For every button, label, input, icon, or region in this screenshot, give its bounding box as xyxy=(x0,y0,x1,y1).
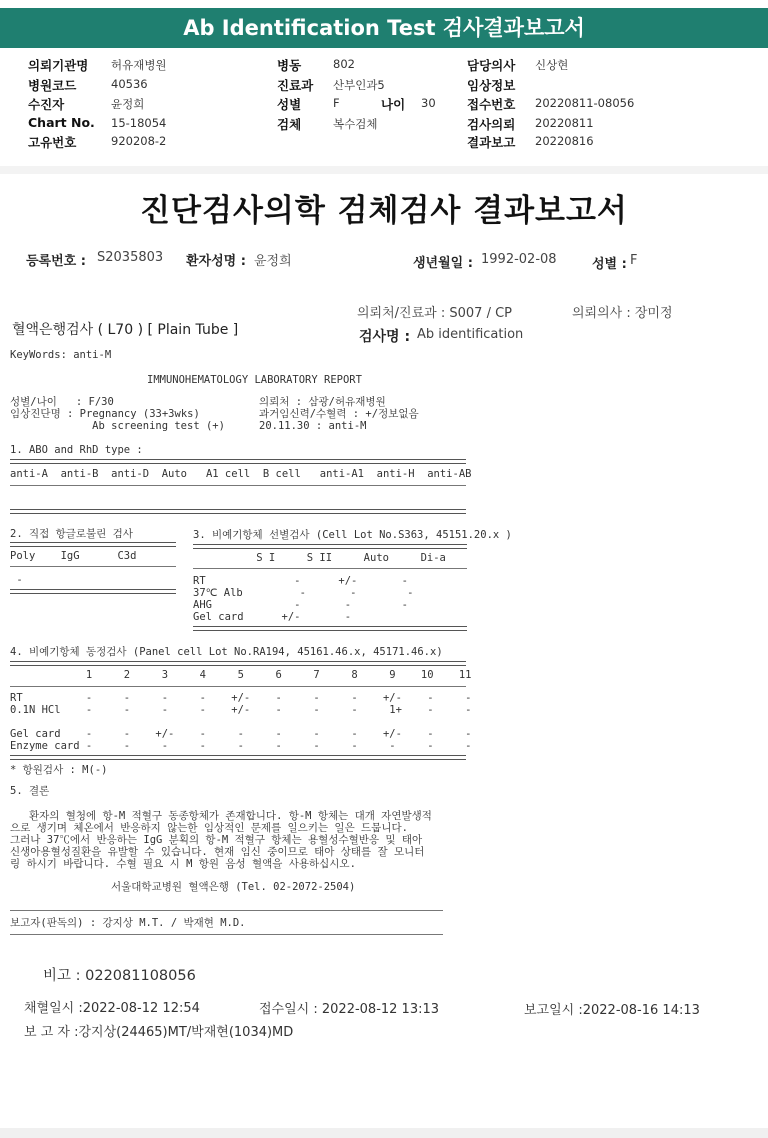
label-age: 나이 xyxy=(381,97,406,112)
conclusion-line-2: 으로 생기며 체온에서 반응하지 않는한 임상적인 문제를 일으키는 일은 드뭅니다. xyxy=(10,822,408,834)
label-test-request: 검사의뢰 xyxy=(467,117,516,132)
value-ward: 802 xyxy=(333,57,355,71)
abo-title: 1. ABO and RhD type : xyxy=(10,444,143,456)
rule xyxy=(10,566,176,567)
received-time: 접수일시 : 2022-08-12 13:13 xyxy=(259,1002,440,1017)
label-specimen: 검체 xyxy=(277,117,302,132)
value-receipt-no: 20220811-08056 xyxy=(535,96,635,110)
sex-age: 성별/나이 : F/30 xyxy=(10,396,114,408)
rule xyxy=(193,568,467,569)
label-test-name: 검사명 : xyxy=(359,329,411,345)
label-unique-no: 고유번호 xyxy=(28,135,77,150)
rule xyxy=(10,910,443,911)
value-result-report: 20220816 xyxy=(535,134,594,148)
rule xyxy=(193,544,467,549)
value-patient-name: 윤정희 xyxy=(254,254,292,269)
rule xyxy=(10,542,176,547)
keywords: KeyWords: anti-M xyxy=(10,349,112,361)
value-patient: 윤정희 xyxy=(111,97,145,111)
label-ward: 병동 xyxy=(277,58,302,73)
conclusion-line-4: 신생아용혈성질환을 유발할 수 있습니다. 현재 임신 중이므로 태아 상태를 잘 모니터 xyxy=(10,846,425,858)
label-clinical-info: 임상정보 xyxy=(467,78,516,93)
rule xyxy=(10,589,176,594)
conclusion-title: 5. 결론 xyxy=(10,785,50,797)
rule xyxy=(10,485,466,486)
value-institution: 허유재병원 xyxy=(111,58,167,72)
label-institution: 의뢰기관명 xyxy=(28,58,89,73)
footer-reporter: 보 고 자 :강지상(24465)MT/박재현(1034)MD xyxy=(24,1025,294,1040)
rule xyxy=(10,661,466,666)
value-hospital-code: 40536 xyxy=(111,77,148,91)
lab-reporter: 보고자(판독의) : 강지상 M.T. / 박재현 M.D. xyxy=(10,917,246,929)
dat-result: - xyxy=(10,574,23,586)
screening-title: 3. 비예기항체 선별검사 (Cell Lot No.S363, 45151.20.x ) xyxy=(193,529,512,541)
dat-title: 2. 직접 항글로불린 검사 xyxy=(10,528,133,540)
collected-time: 채혈일시 :2022-08-12 12:54 xyxy=(24,1001,200,1016)
abo-header: anti-A anti-B anti-D Auto A1 cell B cell anti-A1 anti-H anti-AB xyxy=(10,468,472,480)
value-physician: 신상현 xyxy=(535,58,569,72)
label-hospital-code: 병원코드 xyxy=(28,78,77,93)
remark: 비고 : 022081108056 xyxy=(43,968,196,984)
label-chart-no: Chart No. xyxy=(28,115,95,130)
label-physician: 담당의사 xyxy=(467,58,516,73)
antigen-test: * 항원검사 : M(-) xyxy=(10,764,108,776)
label-receipt-no: 접수번호 xyxy=(467,97,516,112)
label-reg-no: 등록번호 : xyxy=(26,254,86,269)
value-report-sex: F xyxy=(630,253,638,268)
value-department: 산부인과5 xyxy=(333,78,385,92)
blood-bank-contact: 서울대학교병원 혈액은행 (Tel. 02-2072-2504) xyxy=(111,881,356,893)
screening-row-rt: RT - +/- - xyxy=(193,575,408,587)
screening-row-gel: Gel card +/- - xyxy=(193,611,352,623)
value-specimen: 복수검체 xyxy=(333,117,378,131)
value-test-request: 20220811 xyxy=(535,116,594,130)
label-patient: 수진자 xyxy=(28,97,65,112)
panel-title: 4. 비예기항체 동정검사 (Panel cell Lot No.RA194, 45161.46.x, 45171.46.x) xyxy=(10,646,443,658)
diagnosis-line-2: Ab screening test (+) xyxy=(10,420,225,432)
referring-dept: 의뢰처/진료과 : S007 / CP xyxy=(357,306,512,321)
value-test-name: Ab identification xyxy=(417,327,524,342)
section-divider xyxy=(0,166,768,174)
panel-row-hcl: 0.1N HCl - - - - +/- - - - 1+ - - xyxy=(10,704,472,716)
conclusion-line-1: 환자의 혈청에 항-M 적혈구 동종항체가 존재합니다. 항-M 항체는 대개 자연발생적 xyxy=(10,810,432,822)
lab-report-heading: IMMUNOHEMATOLOGY LABORATORY REPORT xyxy=(147,374,362,386)
label-sex: 성별 xyxy=(277,97,302,112)
screening-header: S I S II Auto Di-a xyxy=(193,552,446,564)
page-bottom-margin xyxy=(0,1128,768,1138)
panel-row-rt: RT - - - - +/- - - - +/- - - xyxy=(10,692,472,704)
rule xyxy=(10,755,466,760)
value-sex: F xyxy=(333,96,340,110)
rule xyxy=(10,459,466,464)
label-patient-name: 환자성명 : xyxy=(186,254,246,269)
diagnosis-line-1: 임상진단명 : Pregnancy (33+3wks) xyxy=(10,408,200,420)
value-chart-no: 15-18054 xyxy=(111,116,167,130)
rule xyxy=(10,509,466,514)
rule xyxy=(10,686,466,687)
screening-row-alb: 37℃ Alb - - - xyxy=(193,587,414,599)
report-banner: Ab Identification Test 검사결과보고서 xyxy=(0,8,768,48)
dat-header: Poly IgG C3d xyxy=(10,550,137,562)
value-unique-no: 920208-2 xyxy=(111,134,167,148)
referral-line-1: 의뢰처 : 삼광/허유재병원 xyxy=(259,396,386,408)
conclusion-line-3: 그러나 37℃에서 반응하는 IgG 분획의 항-M 적혈구 항체는 용혈성수혈반응 및 태아 xyxy=(10,834,423,846)
referring-doctor: 의뢰의사 : 장미정 xyxy=(572,306,673,321)
reported-time: 보고일시 :2022-08-16 14:13 xyxy=(524,1003,700,1018)
report-title: 진단검사의학 검체검사 결과보고서 xyxy=(140,193,628,229)
label-result-report: 결과보고 xyxy=(467,135,516,150)
panel-header: 1 2 3 4 5 6 7 8 9 10 11 xyxy=(10,669,472,681)
conclusion-line-5: 링 하시기 바랍니다. 수혈 필요 시 M 항원 음성 혈액을 사용하십시오. xyxy=(10,858,356,870)
panel-row-enzyme: Enzyme card - - - - - - - - - - - xyxy=(10,740,472,752)
screening-row-ahg: AHG - - - xyxy=(193,599,408,611)
label-dob: 생년월일 : xyxy=(413,256,473,271)
rule xyxy=(10,934,443,935)
value-age: 30 xyxy=(421,96,436,110)
label-department: 진료과 xyxy=(277,78,314,93)
section-title: 혈액은행검사 ( L70 ) [ Plain Tube ] xyxy=(12,322,239,338)
value-reg-no: S2035803 xyxy=(97,250,164,265)
referral-line-2: 과거임신력/수혈력 : +/정보없음 xyxy=(259,408,419,420)
header-info xyxy=(0,48,768,167)
referral-line-3: 20.11.30 : anti-M xyxy=(259,420,367,432)
panel-row-gel: Gel card - - +/- - - - - - +/- - - xyxy=(10,728,472,740)
rule xyxy=(193,626,467,631)
label-report-sex: 성별 : xyxy=(592,257,627,272)
value-dob: 1992-02-08 xyxy=(481,252,557,267)
